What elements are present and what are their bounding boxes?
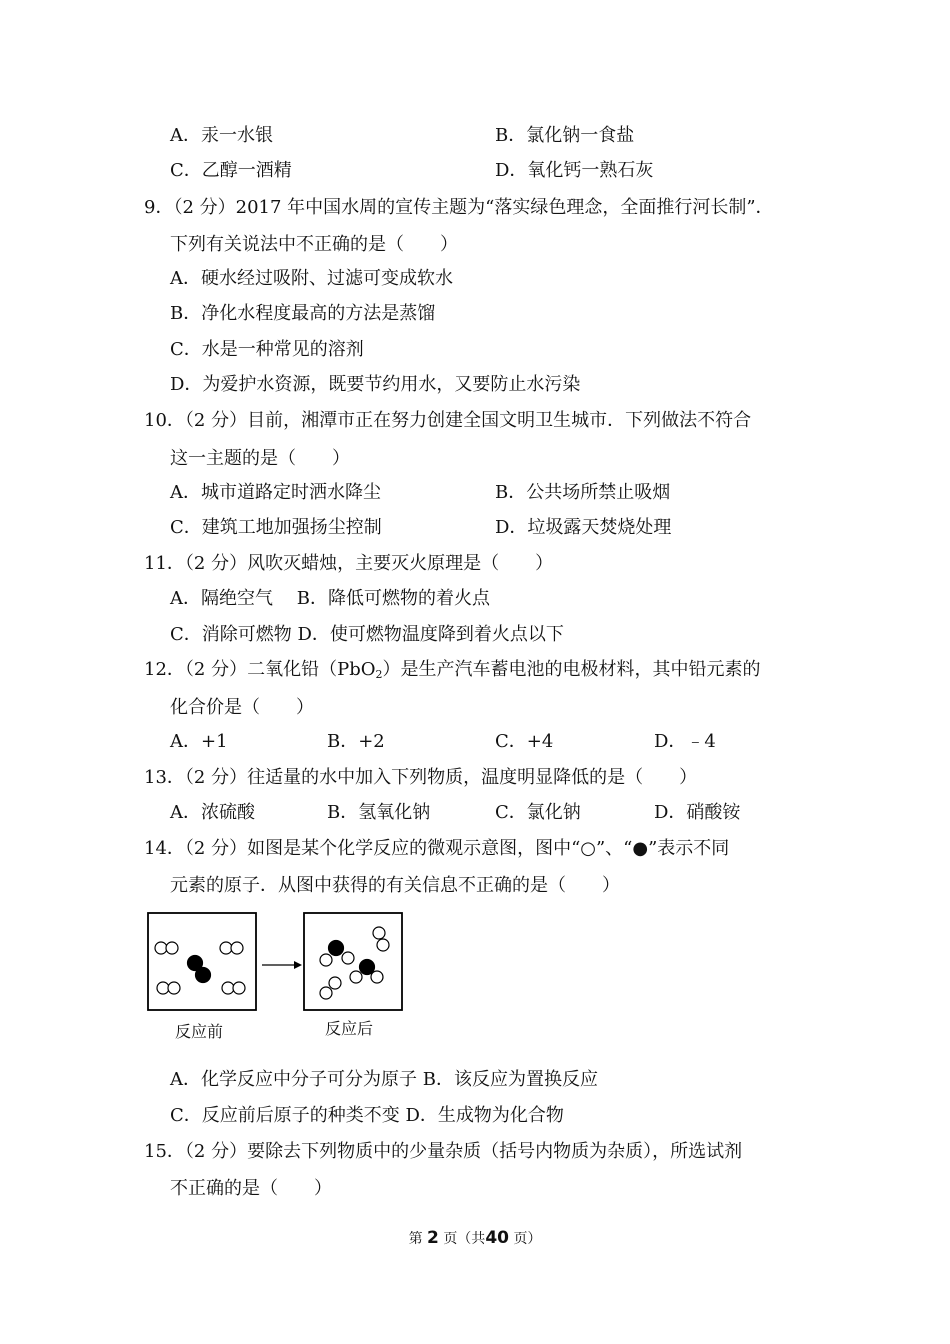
label-after-reaction: 反应后: [325, 1019, 374, 1038]
q13-option-a: A．浓硫酸: [170, 802, 255, 823]
q10-stem-line2: 这一主题的是（ ）: [170, 448, 350, 469]
q9-stem-line2: 下列有关说法中不正确的是（ ）: [170, 234, 458, 255]
footer-middle: 页（共: [443, 1231, 486, 1247]
q13-option-d: D．硝酸铵: [654, 802, 741, 823]
q9-stem-line1: 9．（2 分）2017 年中国水周的宣传主题为“落实绿色理念，全面推行河长制”．: [144, 197, 774, 218]
q12-stem-line2: 化合价是（ ）: [170, 697, 314, 718]
q14-options-ab: A．化学反应中分子可分为原子 B．该反应为置换反应: [170, 1069, 598, 1090]
product-molecule: [350, 960, 383, 984]
reaction-arrow: [262, 961, 302, 969]
reaction-diagram: [140, 905, 420, 1050]
page-footer: [0, 1228, 950, 1248]
q8-option-c: C．乙醇一酒精: [170, 160, 292, 181]
white-molecule: [220, 942, 243, 954]
q12-option-c: C．+4: [495, 731, 554, 752]
product-molecule: [320, 941, 354, 967]
q10-option-d: D．垃圾露天焚烧处理: [495, 517, 672, 538]
white-molecule: [373, 927, 389, 951]
q12-stem-post: ）是生产汽车蓄电池的电极材料，其中铅元素的: [382, 659, 761, 680]
label-before-reaction: 反应前: [175, 1022, 224, 1041]
footer-suffix: 页）: [513, 1231, 542, 1247]
white-molecule: [157, 982, 180, 994]
q12-formula-subscript: 2: [375, 668, 383, 681]
q10-option-a: A．城市道路定时洒水降尘: [170, 482, 381, 503]
white-molecule: [320, 977, 341, 999]
q13-option-b: B．氢氧化钠: [327, 802, 431, 823]
q10-option-b: B．公共场所禁止吸烟: [495, 482, 671, 503]
q9-option-d: D．为爱护水资源，既要节约用水，又要防止水污染: [170, 374, 581, 395]
q15-stem-line1: 15．（2 分）要除去下列物质中的少量杂质（括号内物质为杂质），所选试剂: [144, 1141, 743, 1162]
q9-option-a: A．硬水经过吸附、过滤可变成软水: [170, 268, 453, 289]
q8-option-a: A．汞一水银: [170, 125, 273, 146]
footer-prefix: 第: [408, 1231, 423, 1247]
white-molecule: [155, 942, 178, 954]
q8-option-d: D．氧化钙一熟石灰: [495, 160, 654, 181]
q12-stem-pre: 12．（2 分）二氧化铅（PbO: [144, 659, 376, 680]
q13-stem: 13．（2 分）往适量的水中加入下列物质，温度明显降低的是（ ）: [144, 767, 698, 788]
q12-option-d: D．﹣4: [654, 731, 716, 752]
q9-option-c: C．水是一种常见的溶剂: [170, 339, 364, 360]
q13-option-c: C．氯化钠: [495, 802, 581, 823]
q12-option-a: A．+1: [170, 731, 228, 752]
q9-option-b: B．净化水程度最高的方法是蒸馏: [170, 303, 436, 324]
page-number: 2: [427, 1228, 439, 1248]
q8-option-b: B．氯化钠一食盐: [495, 125, 635, 146]
q14-stem-line2: 元素的原子．从图中获得的有关信息不正确的是（ ）: [170, 875, 620, 896]
q12-stem-line1: [144, 659, 760, 686]
q14-options-cd: C．反应前后原子的种类不变 D．生成物为化合物: [170, 1105, 564, 1126]
q11-options-cd: C．消除可燃物 D．使可燃物温度降到着火点以下: [170, 624, 564, 645]
q10-stem-line1: 10．（2 分）目前，湘潭市正在努力创建全国文明卫生城市．下列做法不符合: [144, 410, 752, 431]
q11-options-ab: A．隔绝空气 B．降低可燃物的着火点: [170, 588, 490, 609]
q12-option-b: B．+2: [327, 731, 385, 752]
white-molecule: [222, 982, 245, 994]
q14-stem-line1: 14．（2 分）如图是某个化学反应的微观示意图，图中“○”、“●”表示不同: [144, 838, 730, 859]
black-molecule: [188, 956, 211, 983]
total-pages: 40: [485, 1228, 509, 1248]
q15-stem-line2: 不正确的是（ ）: [170, 1178, 332, 1199]
q11-stem: 11．（2 分）风吹灭蜡烛，主要灭火原理是（ ）: [144, 553, 554, 574]
q10-option-c: C．建筑工地加强扬尘控制: [170, 517, 382, 538]
